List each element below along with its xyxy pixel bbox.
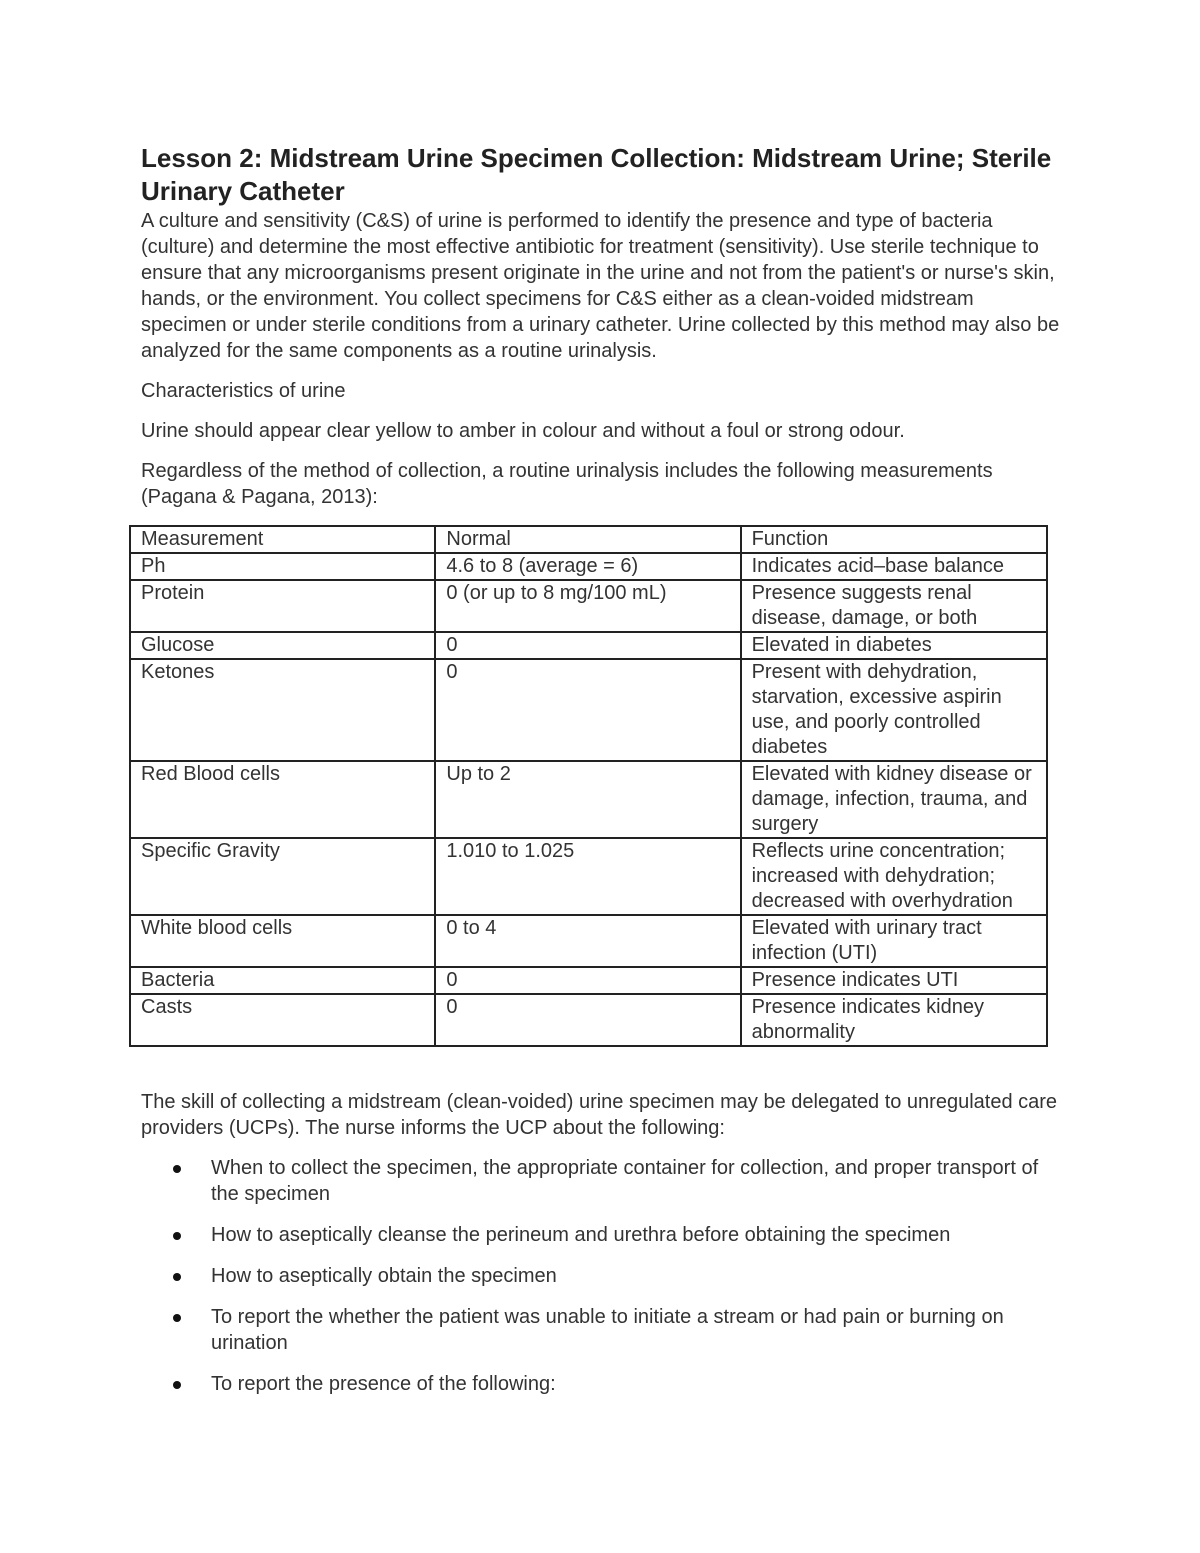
urinalysis-lead-paragraph: Regardless of the method of collection, a routine urinalysis includes the following measurements (Pagana & Pagana, 2013): (141, 460, 993, 508)
list-item (141, 1155, 1061, 1207)
cell-normal: 1.010 to 1.025 (435, 838, 740, 915)
cell-measurement: Ph (130, 553, 435, 580)
cell-measurement: White blood cells (130, 915, 435, 967)
list-item (141, 1304, 1061, 1356)
cell-measurement: Ketones (130, 659, 435, 761)
cell-function: Elevated with urinary tract infection (UTI) (741, 915, 1047, 967)
cell-function: Indicates acid–base balance (741, 553, 1047, 580)
cell-normal: 0 to 4 (435, 915, 740, 967)
table-row (130, 994, 1047, 1046)
cell-measurement: Red Blood cells (130, 761, 435, 838)
cell-measurement: Casts (130, 994, 435, 1046)
cell-function: Presence indicates UTI (741, 967, 1047, 994)
cell-function: Elevated in diabetes (741, 632, 1047, 659)
cell-measurement: Protein (130, 580, 435, 632)
cell-function: Presence indicates kidney abnormality (741, 994, 1047, 1046)
table-header-row (130, 526, 1047, 553)
table-row (130, 632, 1047, 659)
table-row (130, 915, 1047, 967)
table-row (130, 838, 1047, 915)
cell-measurement: Glucose (130, 632, 435, 659)
list-item-text: How to aseptically obtain the specimen (211, 1265, 557, 1287)
list-item (141, 1222, 1061, 1248)
cell-normal: 0 (or up to 8 mg/100 mL) (435, 580, 740, 632)
bullet-icon (173, 1314, 181, 1322)
intro-paragraph: A culture and sensitivity (C&S) of urine is performed to identify the presence and type of bacteria (culture) and determine the most effective antibiotic for treatment (sensitivity). Use sterile technique to ensure that any microorganisms present originate in the urine and not from the patient's or nurse's skin, hands, or the environment. You collect specimens for C&S either as a clean-voided midstream specimen or under sterile conditions from a urinary catheter. Urine collected by this method may also be analyzed for the same components as a routine urinalysis. (141, 210, 1060, 362)
list-item (141, 1263, 1061, 1289)
table-row (130, 761, 1047, 838)
cell-function: Presence suggests renal disease, damage, or both (741, 580, 1047, 632)
table-row (130, 659, 1047, 761)
bullet-icon (173, 1232, 181, 1240)
cell-normal: 0 (435, 967, 740, 994)
cell-normal: 0 (435, 994, 740, 1046)
table-row (130, 967, 1047, 994)
cell-function: Elevated with kidney disease or damage, infection, trauma, and surgery (741, 761, 1047, 838)
list-item-text: To report the whether the patient was unable to initiate a stream or had pain or burning on urination (211, 1306, 1004, 1354)
cell-normal: Up to 2 (435, 761, 740, 838)
header-normal: Normal (435, 526, 740, 553)
table-row (130, 553, 1047, 580)
list-item-text: To report the presence of the following: (211, 1373, 556, 1395)
cell-normal: 0 (435, 632, 740, 659)
urinalysis-table (129, 525, 1048, 1047)
delegation-paragraph: The skill of collecting a midstream (clean-voided) urine specimen may be delegated to unregulated care providers (UCPs). The nurse informs the UCP about the following: (141, 1091, 1058, 1139)
lesson-title: Lesson 2: Midstream Urine Specimen Collection: Midstream Urine; Sterile Urinary Catheter (141, 143, 1052, 206)
ucp-instructions-list (141, 1155, 1061, 1397)
list-item-text: When to collect the specimen, the appropriate container for collection, and proper transport of the specimen (211, 1157, 1039, 1205)
header-function: Function (741, 526, 1047, 553)
bullet-icon (173, 1273, 181, 1281)
header-measurement: Measurement (130, 526, 435, 553)
cell-function: Present with dehydration, starvation, excessive aspirin use, and poorly controlled diabetes (741, 659, 1047, 761)
cell-measurement: Specific Gravity (130, 838, 435, 915)
cell-function: Reflects urine concentration; increased with dehydration; decreased with overhydration (741, 838, 1047, 915)
table-row (130, 580, 1047, 632)
characteristics-heading: Characteristics of urine (141, 380, 346, 402)
list-item (141, 1371, 1061, 1397)
cell-measurement: Bacteria (130, 967, 435, 994)
list-item-text: How to aseptically cleanse the perineum and urethra before obtaining the specimen (211, 1224, 951, 1246)
cell-normal: 4.6 to 8 (average = 6) (435, 553, 740, 580)
bullet-icon (173, 1381, 181, 1389)
bullet-icon (173, 1165, 181, 1173)
document-page (141, 142, 1061, 1412)
characteristics-paragraph: Urine should appear clear yellow to amber in colour and without a foul or strong odour. (141, 420, 905, 442)
cell-normal: 0 (435, 659, 740, 761)
